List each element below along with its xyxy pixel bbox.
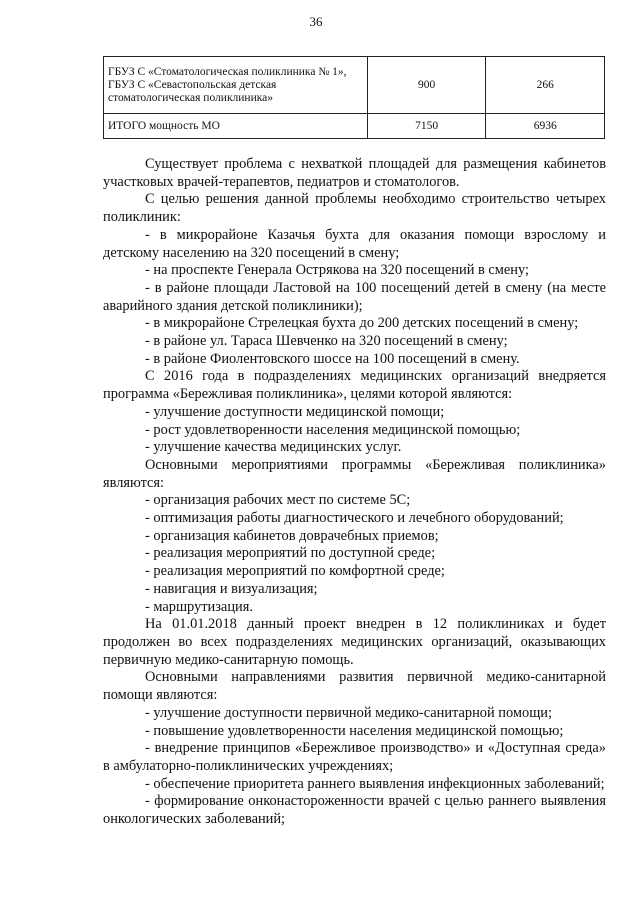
list-item: - улучшение доступности первичной медико-санитарной помощи; xyxy=(145,704,552,721)
list-item: - в районе Фиолентовского шоссе на 100 посещений в смену. xyxy=(145,350,520,367)
list-item: - в районе ул. Тараса Шевченко на 320 посещений в смену; xyxy=(145,333,508,350)
list-item: - улучшение доступности медицинской помощи; xyxy=(145,403,445,420)
table-cell-name: ИТОГО мощность МО xyxy=(104,114,368,139)
paragraph: Существует проблема с нехваткой площадей для размещения кабинетов участковых врачей-терапевтов, педиатров и стоматологов. xyxy=(103,156,606,190)
table-row xyxy=(104,114,605,139)
table-cell-value: 900 xyxy=(367,57,486,114)
paragraph: С целью решения данной проблемы необходимо строительство четырех поликлиник: xyxy=(103,191,606,226)
paragraph: Основными мероприятиями программы «Бережливая поликлиника» являются: xyxy=(103,456,606,491)
list-item: - на проспекте Генерала Острякова на 320 посещений в смену; xyxy=(145,262,529,279)
table-cell-value: 266 xyxy=(486,57,605,114)
body-text xyxy=(103,156,606,829)
table-row xyxy=(104,57,605,114)
list-item: - организация рабочих мест по системе 5С; xyxy=(145,492,411,509)
capacity-table xyxy=(103,56,605,139)
list-item: - формирование онконастороженности врачей с целью раннего выявления онкологических заболеваний; xyxy=(103,793,606,828)
list-item: - рост удовлетворенности населения медицинской помощью; xyxy=(145,421,521,438)
table-cell-name: ГБУЗ С «Стоматологическая поликлиника № 1», ГБУЗ С «Севастопольская детская стоматологическая поликлиника» xyxy=(104,57,368,114)
list-item: - обеспечение приоритета раннего выявления инфекционных заболеваний; xyxy=(145,775,605,792)
table-cell-value: 6936 xyxy=(486,114,605,139)
list-item: - внедрение принципов «Бережливое производство» и «Доступная среда» в амбулаторно-поликлинических учреждениях; xyxy=(103,740,606,774)
list-item: - в микрорайоне Стрелецкая бухта до 200 детских посещений в смену; xyxy=(145,315,579,332)
list-item: - реализация мероприятий по комфортной среде; xyxy=(145,563,445,580)
list-item: - в районе площади Ластовой на 100 посещений детей в смену (на месте аварийного здания детской поликлиники); xyxy=(103,279,606,314)
list-item: - навигация и визуализация; xyxy=(145,580,318,597)
paragraph: На 01.01.2018 данный проект внедрен в 12 поликлиниках и будет продолжен во всех подразделениях медицинских организаций, оказывающих первичную медико-санитарную помощь. xyxy=(103,616,606,668)
page-number: 36 xyxy=(309,14,323,29)
paragraph: Основными направлениями развития первичной медико-санитарной помощи являются: xyxy=(103,669,606,704)
list-item: - в микрорайоне Казачья бухта для оказания помощи взрослому и детскому населению на 320 посещений в смену; xyxy=(103,226,606,261)
list-item: - реализация мероприятий по доступной среде; xyxy=(145,545,436,562)
list-item: - организация кабинетов доврачебных приемов; xyxy=(145,527,439,544)
table-cell-value: 7150 xyxy=(367,114,486,139)
list-item: - оптимизация работы диагностического и лечебного оборудований; xyxy=(145,510,564,527)
list-item: - повышение удовлетворенности населения медицинской помощью; xyxy=(145,722,564,739)
list-item: - маршрутизация. xyxy=(145,598,253,615)
list-item: - улучшение качества медицинских услуг. xyxy=(145,439,402,456)
paragraph: С 2016 года в подразделениях медицинских организаций внедряется программа «Бережливая поликлиника», целями которой являются: xyxy=(103,368,606,403)
